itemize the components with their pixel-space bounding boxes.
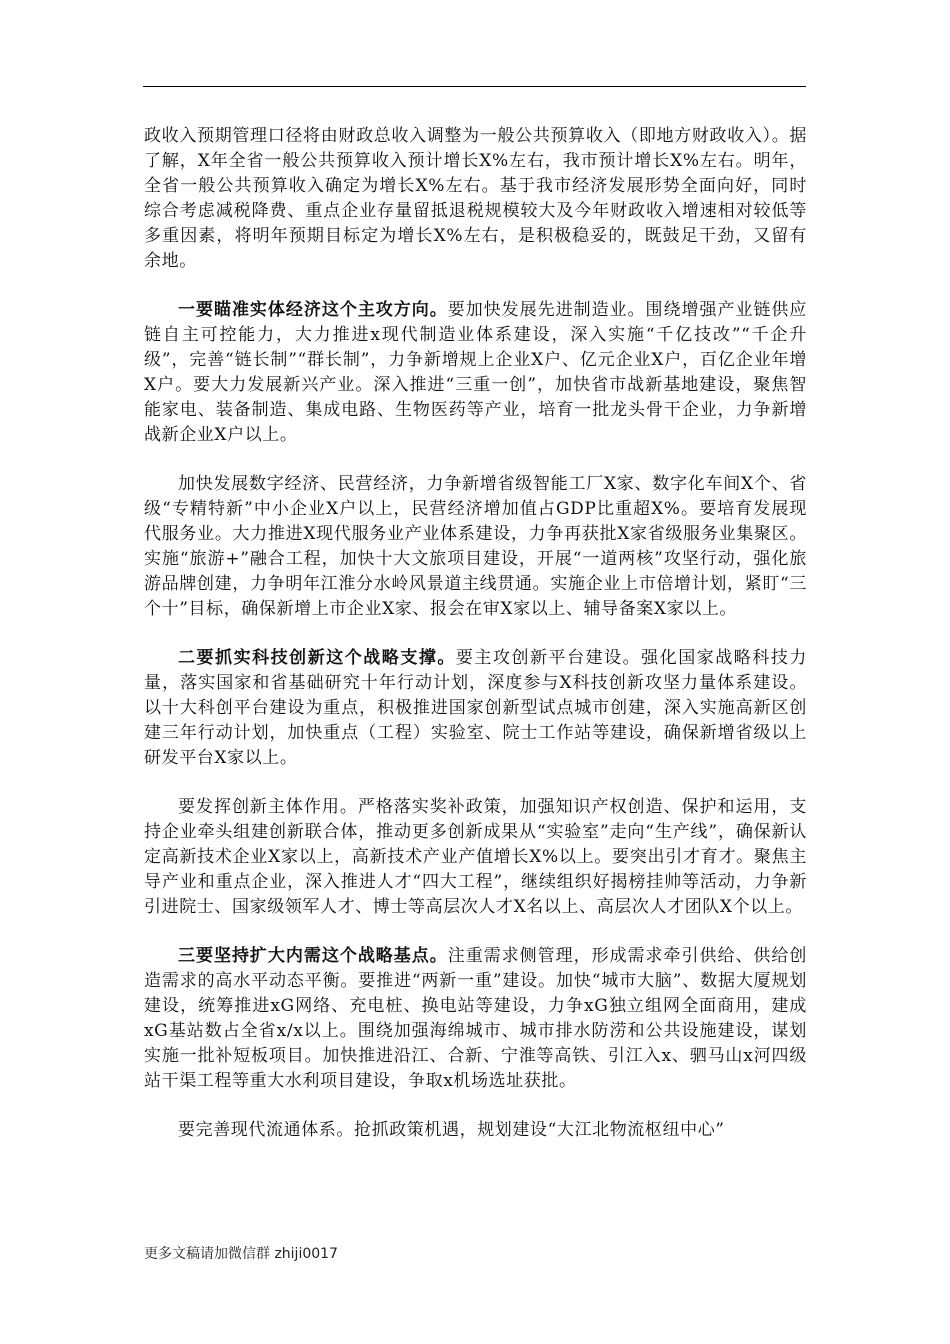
paragraph-1: 政收入预期管理口径将由财政总收入调整为一般公共预算收入（即地方财政收入）。据了解，X年全省一般公共预算收入预计增长X%左右，我市预计增长X%左右。明年，全省一般公共预算收入确定为增长X%左右。基于我市经济发展形势全面向好，同时综合考虑减税降费、重点企业存量留抵退税规模较大及今年财政收入增速相对较低等多重因素，将明年预期目标定为增长X%左右，是积极稳妥的，既鼓足干劲，又留有余地。	[144, 126, 807, 271]
document-body	[144, 124, 807, 1167]
paragraph-heading: 三要坚持扩大内需这个战略基点。	[178, 946, 448, 966]
header-rule	[143, 86, 806, 87]
paragraph-7: 要完善现代流通体系。抢抓政策机遇，规划建设“大江北物流枢纽中心”	[178, 1120, 725, 1140]
paragraph-heading: 一要瞄准实体经济这个主攻方向。	[178, 300, 448, 320]
paragraph-3: 加快发展数字经济、民营经济，力争新增省级智能工厂X家、数字化车间X个、省级“专精特新”中小企业X户以上，民营经济增加值占GDP比重超X%。要培育发展现代服务业。大力推进X现代服务业产业体系建设，力争再获批X家省级服务业集聚区。实施“旅游+”融合工程，加快十大文旅项目建设，开展“一道两核”攻坚行动，强化旅游品牌创建，力争明年江淮分水岭风景道主线贯通。实施企业上市倍增计划，紧盯“三个十”目标，确保新增上市企业X家、报会在审X家以上、辅导备案X家以上。	[144, 474, 807, 619]
paragraph-5: 要发挥创新主体作用。严格落实奖补政策，加强知识产权创造、保护和运用，支持企业牵头组建创新联合体，推动更多创新成果从“实验室”走向“生产线”，确保新认定高新技术企业X家以上，高新技术产业产值增长X%以上。要突出引才育才。聚焦主导产业和重点企业，深入推进人才“四大工程”，继续组织好揭榜挂帅等活动，力争新引进院士、国家级领军人才、博士等高层次人才X名以上、高层次人才团队X个以上。	[144, 797, 807, 917]
paragraph-4: 二要抓实科技创新这个战略支撑。要主攻创新平台建设。强化国家战略科技力量，落实国家和省基础研究十年行动计划，深度参与X科技创新攻坚力量体系建设。以十大科创平台建设为重点，积极推进国家创新型试点城市创建，深入实施高新区创建三年行动计划，加快重点（工程）实验室、院士工作站等建设，确保新增省级以上研发平台X家以上。	[144, 648, 807, 768]
paragraph-heading: 二要抓实科技创新这个战略支撑。	[178, 648, 456, 668]
paragraph-6: 三要坚持扩大内需这个战略基点。注重需求侧管理，形成需求牵引供给、供给创造需求的高水平动态平衡。要推进“两新一重”建设。加快“城市大脑”、数据大厦规划建设，统筹推进xG网络、充电桩、换电站等建设，力争xG独立组网全面商用，建成xG基站数占全省x/x以上。围绕加强海绵城市、城市排水防涝和公共设施建设，谋划实施一批补短板项目。加快推进沿江、合新、宁淮等高铁、引江入x、驷马山x河四级站干渠工程等重大水利项目建设，争取x机场选址获批。	[144, 946, 807, 1091]
paragraph-2: 一要瞄准实体经济这个主攻方向。要加快发展先进制造业。围绕增强产业链供应链自主可控能力，大力推进x现代制造业体系建设，深入实施“千亿技改”“千企升级”，完善“链长制”“群长制”，力争新增规上企业X户、亿元企业X户，百亿企业年增X户。要大力发展新兴产业。深入推进“三重一创”，加快省市战新基地建设，聚焦智能家电、装备制造、集成电路、生物医药等产业，培育一批龙头骨干企业，力争新增战新企业X户以上。	[144, 300, 807, 445]
footer-note: 更多文稿请加微信群 zhiji0017	[144, 1246, 338, 1262]
